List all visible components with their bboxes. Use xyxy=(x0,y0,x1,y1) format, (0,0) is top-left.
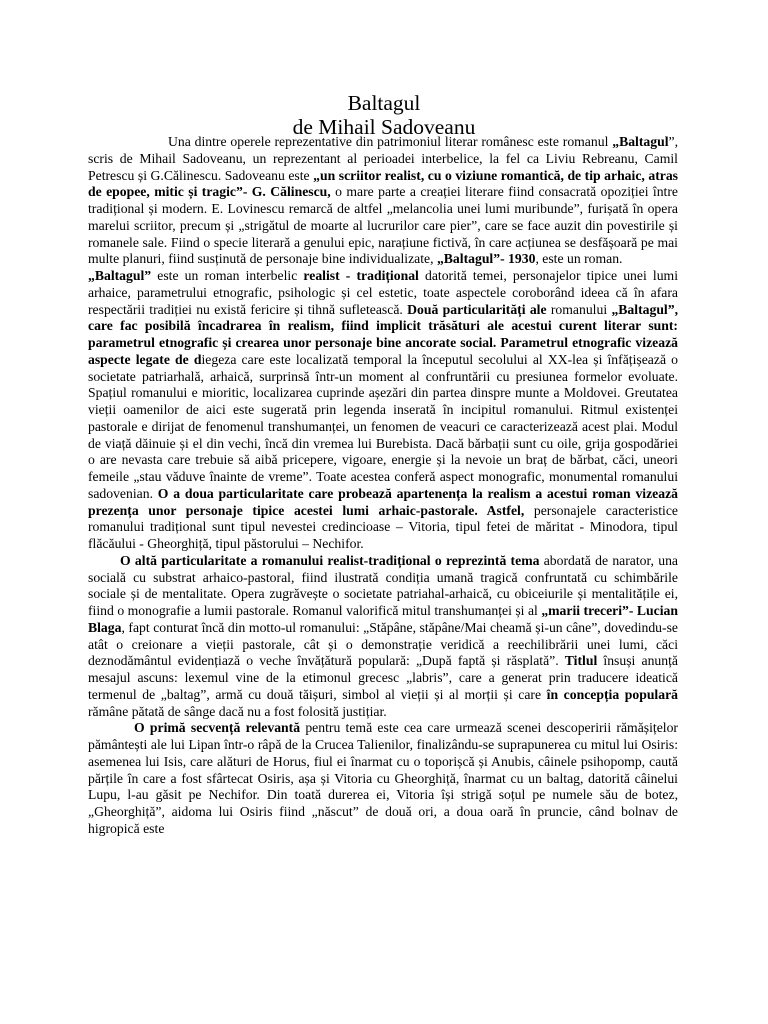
bold-text-run: „marii treceri”- Lucian Blaga xyxy=(88,603,678,635)
text-run: pentru temă este cea care urmează scenei descoperirii rămășițelor pământești ale lui Lipan într-o râpă de la Crucea Talienilor, finalizându-se suprapunerea cu mitul lui Osiris: asemenea lui Isis, care alături de Horus, fiul ei înarmat cu o toporișcă și Anubis, câinele psihopomp, caută părțile în care a fost sfârtecat Osiris, așa și Vitoria cu Gheorghiță, înarmat cu un baltag, datorită câinelui Lupu, l-au găsit pe Nechifor. Din toată durerea ei, Vitoria își strigă soțul pe numele său de botez, „Gheorghiță”, aidoma lui Osiris fiind „născut” de două ori, a doua oară în pruncie, când bolnav de higropică este xyxy=(88,720,678,836)
bold-text-run: „Baltagul” xyxy=(88,268,152,283)
text-run: este un roman interbelic xyxy=(151,268,304,283)
text-run: abordată de narator, una socială cu substrat arhaico-pastoral, fiind ilustrată condiția umană tragică confruntată cu schimbările sociale și de mentalitate. Opera zugrăvește o societate patriahal-arhaică, cu obiceiurile și mentalitățile ei, fiind o monografie a lumii pastorale. Romanul valorifică mitul transhumanței și al xyxy=(88,552,678,618)
text-run: , este un roman. xyxy=(535,251,623,267)
text-run: o mare parte a creației literare fiind consacrată opoziției între tradițional și modern. E. Lovinescu remarcă de altfel „melancolia unei lumi muribunde”, furișată în opera marelui scriitor, precum și „strigătul de moarte al lucrurilor care pier”, care se face auzit din povestirile și romanele sale. Fiind o specie literară a genului epic, narațiune fictivă, în care acțiunea se desfășoară pe mai multe planuri, fiind susținută de personaje bine individualizate, xyxy=(88,184,678,267)
paragraph xyxy=(88,720,678,837)
bold-text-run: „Baltagul xyxy=(612,134,669,149)
bold-text-run: O altă particularitate a romanului realist-tradițional o reprezintă tema xyxy=(120,552,540,568)
text-run: romanului xyxy=(546,301,612,317)
bold-text-run: „Baltagul”- 1930 xyxy=(436,251,536,267)
bold-text-run: Titlul xyxy=(564,653,598,669)
text-run: rămâne pătată de sânge dacă nu a fost folosită justițiar. xyxy=(88,703,387,719)
text-run: însuși anunță mesajul ascuns: lexemul vine de la etimonul grecesc „labris”, care a generat prin traducere ideatică termenul de „baltag”, armă cu două tăișuri, simbol al vieții și al morții și care xyxy=(88,653,678,702)
bold-text-run: „Baltagul”, care fac posibilă încadrarea în realism, fiind implicit trăsături ale acestui curent literar sunt: parametrul etnografic și crearea unor personaje bine ancorate social. Parametrul etnografic vizează aspecte legate de d xyxy=(88,301,678,367)
bold-text-run: Două particularități ale xyxy=(407,301,547,317)
bold-text-run: O a doua particularitate care probează apartenența la realism a acestui roman vizează prezența unor personaje tipice acestei lumi arhaic-pastorale. Astfel, xyxy=(88,485,679,518)
text-run: Una dintre operele reprezentative din patrimoniul literar românesc este romanul xyxy=(168,134,613,149)
text-run: iegeza care este localizată temporal la începutul secolului al XX-lea și înfățișează o societate patriarhală, arhaică, surprinsă într-un moment al confruntării cu presiunea formelor evoluate. Spațiul romanului e mioritic, localizarea cuprinde așezări din partea dinspre munte a Moldovei. Greutatea vieții oamenilor de aici este sugerată prin legenda inserată în incipitul romanului. Ritmul existenței pastorale e dirijat de fenomenul transhumanței, un fenomen de veacuri ce caracterizează acest plai. Modul de viață dăinuie și el din vechi, încă din vremea lui Burebista. Dacă bărbații sunt cu oile, grija gospodăriei o are nevasta care trebuie să aibă pricepere, vigoare, energie și la nevoie un braț de bărbat, căci, uneori femeile „stau văduve înainte de vreme”. Toate acestea conferă aspect monografic, monumental romanului sadovenian. xyxy=(88,351,678,501)
text-run: ”, scris de Mihail Sadoveanu, un reprezentant al perioadei interbelice, la fel ca Liviu Rebreanu, Camil Petrescu și G.Călinescu. Sadoveanu este xyxy=(88,134,678,183)
bold-text-run: „un scriitor realist, cu o viziune romantică, de tip arhaic, atras de epopee, mitic și tragic”- G. Călinescu, xyxy=(88,167,678,200)
paragraph xyxy=(88,553,678,721)
bold-text-run: realist - tradițional xyxy=(303,268,419,283)
text-run: personajele caracteristice romanului tradițional sunt tipul nevestei credincioase – Vitoria, tipul fetei de măritat - Minodora, tipul flăcăului - Gheorghiță, tipul păstorului – Nechifor. xyxy=(88,502,678,551)
bold-text-run: în concepția populară xyxy=(546,686,679,702)
paragraph xyxy=(88,134,678,268)
bold-text-run: O primă secvență relevantă xyxy=(134,720,301,736)
text-run: , fapt conturat încă din motto-ul romanului: „Stăpâne, stăpâne/Mai cheamă și-un câne”, dovedindu-se atât o creionare a vieții pastorale, cât și o demonstrație veridică a reechilibrării unei lumi, căci deznodământul evidențiază o veche învățătură populară: „După faptă și răsplată”. xyxy=(88,619,678,669)
paragraph xyxy=(88,268,678,553)
document-subtitle: de Mihail Sadoveanu xyxy=(292,115,476,139)
document-title: Baltagul xyxy=(347,91,421,115)
document-body xyxy=(88,134,678,838)
text-run: datorită temei, personajelor tipice unei lumi arhaice, parametrului etnografic, psihologic și cel estetic, toate aspectele coroborând ideea că în afara respectării tradiției nu există fericire și tihnă sufletească. xyxy=(88,268,678,317)
